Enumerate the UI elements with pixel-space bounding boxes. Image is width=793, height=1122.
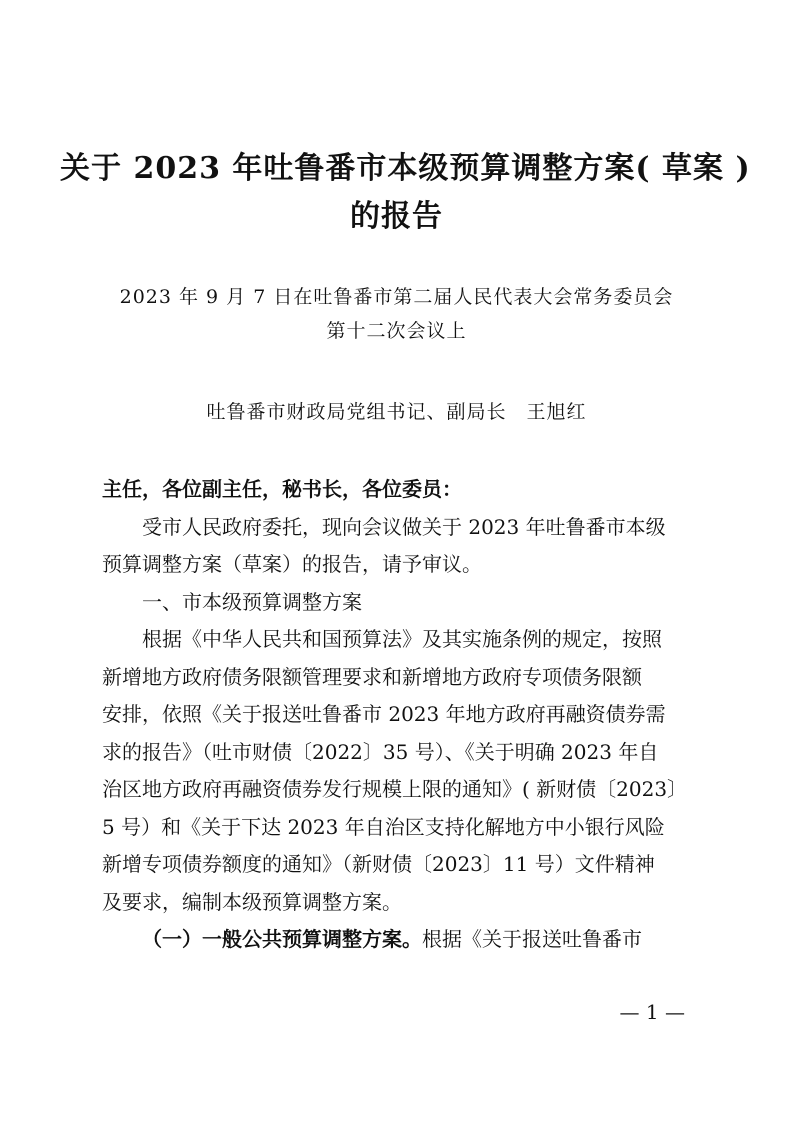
paragraph-2-line: 治区地方政府再融资债券发行规模上限的通知》( 新财债〔2023〕 [102,777,688,801]
meeting-info-line-1: 2023 年 9 月 7 日在吐鲁番市第二届人民代表大会常务委员会 [119,286,674,308]
paragraph-2-line: 求的报告》（吐市财债〔2022〕35 号）、《关于明确 2023 年自 [102,739,659,764]
subsection-1-heading: （一）一般公共预算调整方案。 [142,927,422,951]
paragraph-2-line: 根据《中华人民共和国预算法》及其实施条例的规定，按照 [142,627,662,651]
paragraph-2-line: 5 号）和《关于下达 2023 年自治区支持化解地方中小银行风险 [102,814,665,839]
paragraph-2-line: 新增专项债券额度的通知》（新财债〔2023〕11 号）文件精神 [102,852,655,876]
paragraph-1-line: 预算调整方案（草案）的报告，请予审议。 [102,552,482,576]
document-body [102,471,692,959]
paragraph-3-line [102,921,692,959]
paragraph-2-line: 安排，依照《关于报送吐鲁番市 2023 年地方政府再融资债券需 [102,702,666,726]
page-number: — 1 — [619,1000,685,1024]
document-title-line-2: 的报告 [350,199,443,234]
paragraph-3-text: 根据《关于报送吐鲁番市 [422,927,642,951]
paragraph-2-line: 及要求，编制本级预算调整方案。 [102,889,402,914]
salutation: 主任，各位副主任，秘书长，各位委员： [102,477,462,501]
paragraph-2-line: 新增地方政府债务限额管理要求和新增地方政府专项债务限额 [102,664,642,689]
meeting-info-line-2: 第十二次会议上 [326,320,467,342]
section-1-heading: 一、市本级预算调整方案 [142,589,362,614]
paragraph-1-line: 受市人民政府委托，现向会议做关于 2023 年吐鲁番市本级 [142,514,666,539]
author-line: 吐鲁番市财政局党组书记、副局长 王旭红 [206,401,587,423]
document-title-line-1: 关于 2023 年吐鲁番市本级预算调整方案( 草案 ) [60,151,751,186]
